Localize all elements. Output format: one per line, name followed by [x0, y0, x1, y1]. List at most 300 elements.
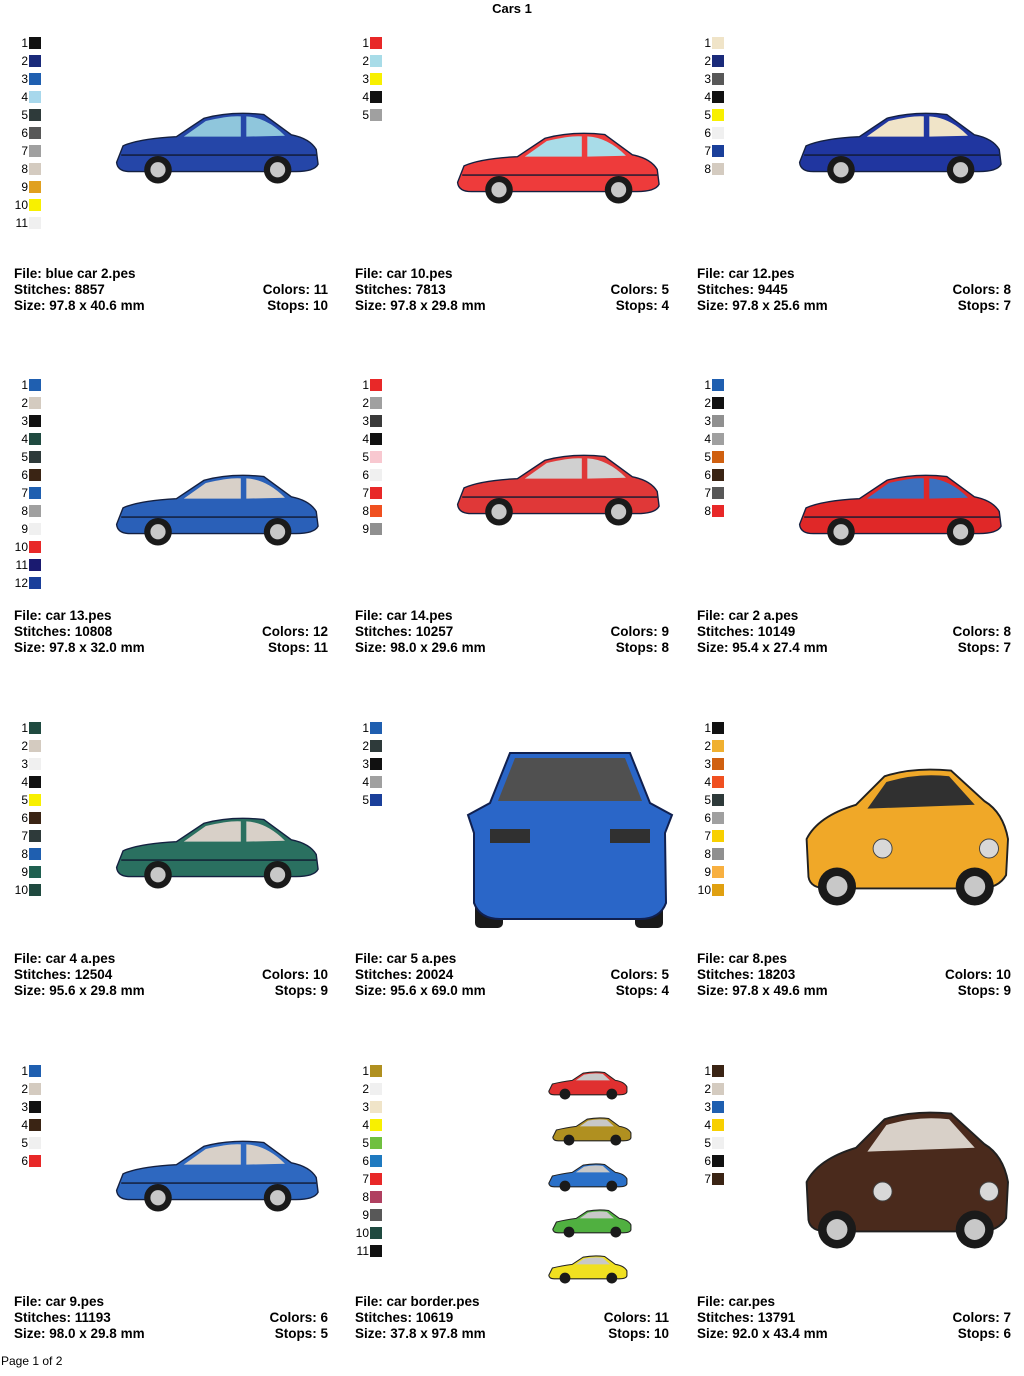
- car-embroidery-preview: [104, 713, 334, 943]
- stitch-count: Stitches: 8857: [14, 282, 105, 297]
- color-swatch-number: 5: [704, 793, 711, 807]
- car-image: [787, 1056, 1017, 1286]
- design-size: Size: 92.0 x 43.4 mm: [697, 1326, 828, 1341]
- info-line: [14, 298, 328, 314]
- info-line: [355, 983, 669, 999]
- color-swatch: [712, 866, 724, 878]
- color-swatch-number: 3: [362, 757, 369, 771]
- color-swatch-row: [355, 1134, 382, 1152]
- car-embroidery-preview: [787, 28, 1017, 258]
- color-swatch: [29, 1065, 41, 1077]
- color-swatch: [29, 812, 41, 824]
- color-swatch-number: 11: [15, 558, 28, 572]
- stop-count: Stops: 9: [274, 983, 328, 998]
- car-image: [445, 1056, 675, 1286]
- color-swatch-row: [355, 484, 382, 502]
- color-swatch-row: [14, 719, 41, 737]
- color-swatch-row: [14, 1062, 41, 1080]
- color-swatch: [29, 577, 41, 589]
- wheel-icon: [606, 1273, 617, 1284]
- color-swatch-row: [697, 502, 724, 520]
- info-line: [697, 1310, 1011, 1326]
- hubcap: [491, 504, 506, 519]
- car-body-group: [807, 1113, 1008, 1249]
- color-swatch: [29, 884, 41, 896]
- color-count: Colors: 10: [261, 967, 328, 982]
- color-swatch-number: 6: [21, 1154, 28, 1168]
- color-swatch-row: [697, 845, 724, 863]
- file-name: File: blue car 2.pes: [14, 266, 136, 281]
- color-swatch-row: [14, 1152, 41, 1170]
- color-swatch-row: [355, 430, 382, 448]
- wheel-icon: [610, 1135, 621, 1146]
- stop-count: Stops: 11: [267, 640, 328, 655]
- color-swatch-number: 1: [362, 36, 369, 50]
- design-size: Size: 95.6 x 69.0 mm: [355, 983, 486, 998]
- color-swatch-row: [14, 196, 41, 214]
- color-swatch-row: [14, 430, 41, 448]
- design-card: [14, 1036, 330, 1376]
- color-swatch-number: 10: [697, 883, 711, 897]
- hubcap: [270, 867, 285, 882]
- design-size: Size: 37.8 x 97.8 mm: [355, 1326, 486, 1341]
- color-swatch: [29, 848, 41, 860]
- car-embroidery-preview: [445, 370, 675, 600]
- design-info: [355, 266, 669, 314]
- color-swatch-row: [14, 70, 41, 88]
- color-swatch: [712, 830, 724, 842]
- color-swatch-row: [355, 1242, 382, 1260]
- color-swatch-number: 5: [704, 1136, 711, 1150]
- color-swatch-list: [697, 719, 724, 899]
- color-swatch-row: [355, 755, 382, 773]
- color-swatch-row: [14, 160, 41, 178]
- mini-car: [549, 1072, 627, 1100]
- color-swatch: [29, 145, 41, 157]
- file-name: File: car border.pes: [355, 1294, 480, 1309]
- color-swatch: [29, 415, 41, 427]
- info-line: [697, 967, 1011, 983]
- color-swatch-number: 1: [704, 1064, 711, 1078]
- car-rear-window: [498, 758, 642, 801]
- color-swatch: [29, 91, 41, 103]
- color-swatch-list: [14, 1062, 41, 1170]
- color-swatch: [370, 1227, 382, 1239]
- color-swatch: [29, 199, 41, 211]
- color-swatch-number: 2: [362, 1082, 369, 1096]
- color-swatch-number: 2: [21, 396, 28, 410]
- design-card: [355, 350, 671, 690]
- car-image: [104, 28, 334, 258]
- color-swatch-number: 1: [362, 378, 369, 392]
- color-swatch-row: [697, 448, 724, 466]
- color-swatch-row: [697, 34, 724, 52]
- color-swatch: [712, 487, 724, 499]
- color-swatch-number: 7: [21, 829, 28, 843]
- hubcap: [833, 162, 848, 177]
- color-swatch: [712, 1173, 724, 1185]
- color-swatch: [712, 55, 724, 67]
- mini-car: [549, 1164, 627, 1192]
- color-swatch-row: [355, 376, 382, 394]
- color-swatch-row: [14, 809, 41, 827]
- info-line: [697, 1294, 1011, 1310]
- color-swatch: [29, 433, 41, 445]
- color-swatch-row: [697, 881, 724, 899]
- wheel-icon: [606, 1089, 617, 1100]
- color-swatch: [712, 469, 724, 481]
- color-swatch: [29, 776, 41, 788]
- color-swatch-row: [355, 52, 382, 70]
- color-swatch: [29, 830, 41, 842]
- info-line: [14, 1294, 328, 1310]
- color-swatch-number: 3: [21, 72, 28, 86]
- info-line: [697, 983, 1011, 999]
- hubcap: [833, 524, 848, 539]
- color-swatch: [29, 758, 41, 770]
- color-swatch-number: 4: [704, 90, 711, 104]
- car-body-group: [117, 1141, 318, 1211]
- color-swatch-row: [14, 538, 41, 556]
- hubcap: [270, 524, 285, 539]
- headlight-icon: [873, 839, 892, 858]
- color-swatch-row: [697, 142, 724, 160]
- color-swatch-number: 8: [21, 847, 28, 861]
- headlight-icon: [980, 839, 999, 858]
- color-swatch-row: [697, 160, 724, 178]
- design-card: [697, 350, 1013, 690]
- color-swatch-row: [697, 430, 724, 448]
- color-swatch: [712, 740, 724, 752]
- color-swatch-row: [697, 106, 724, 124]
- color-swatch-row: [697, 394, 724, 412]
- hubcap: [827, 876, 848, 897]
- color-count: Colors: 10: [944, 967, 1011, 982]
- color-swatch: [29, 109, 41, 121]
- wheel-icon: [560, 1089, 571, 1100]
- mini-car: [549, 1256, 627, 1284]
- color-swatch-number: 4: [21, 432, 28, 446]
- file-name: File: car 10.pes: [355, 266, 453, 281]
- stitch-count: Stitches: 10149: [697, 624, 796, 639]
- car-embroidery-preview: [104, 370, 334, 600]
- color-swatch: [370, 740, 382, 752]
- color-swatch: [370, 1137, 382, 1149]
- color-swatch-list: [355, 1062, 382, 1260]
- color-swatch-number: 8: [704, 847, 711, 861]
- color-swatch-row: [14, 34, 41, 52]
- color-swatch-number: 10: [14, 198, 28, 212]
- stop-count: Stops: 8: [615, 640, 669, 655]
- color-swatch: [370, 1209, 382, 1221]
- color-swatch-row: [697, 863, 724, 881]
- color-swatch-number: 2: [704, 739, 711, 753]
- color-swatch: [370, 415, 382, 427]
- color-swatch-list: [355, 34, 382, 124]
- color-swatch-number: 1: [704, 36, 711, 50]
- color-swatch: [29, 1083, 41, 1095]
- color-swatch-number: 4: [704, 432, 711, 446]
- color-swatch-row: [355, 1206, 382, 1224]
- car-body-group: [807, 770, 1008, 906]
- color-swatch: [370, 1119, 382, 1131]
- color-swatch-row: [14, 574, 41, 592]
- design-size: Size: 97.8 x 29.8 mm: [355, 298, 486, 313]
- color-swatch-row: [14, 556, 41, 574]
- color-swatch-row: [697, 1098, 724, 1116]
- design-card: [355, 1036, 671, 1376]
- info-line: [697, 640, 1011, 656]
- color-swatch: [712, 722, 724, 734]
- page-title: Cars 1: [492, 1, 532, 16]
- color-swatch-number: 3: [21, 1100, 28, 1114]
- color-swatch-row: [355, 1116, 382, 1134]
- car-embroidery-preview: [787, 370, 1017, 600]
- stitch-count: Stitches: 12504: [14, 967, 113, 982]
- color-swatch: [712, 397, 724, 409]
- color-swatch-number: 3: [362, 414, 369, 428]
- mini-car: [553, 1118, 631, 1146]
- color-swatch: [370, 1155, 382, 1167]
- color-swatch-row: [355, 106, 382, 124]
- color-swatch-row: [14, 124, 41, 142]
- stop-count: Stops: 5: [274, 1326, 328, 1341]
- color-swatch: [29, 217, 41, 229]
- color-swatch-row: [14, 106, 41, 124]
- design-size: Size: 95.6 x 29.8 mm: [14, 983, 145, 998]
- color-swatch: [712, 163, 724, 175]
- color-count: Colors: 11: [603, 1310, 669, 1325]
- design-card: [697, 8, 1013, 348]
- info-line: [355, 1326, 669, 1342]
- color-swatch: [370, 794, 382, 806]
- file-name: File: car 5 a.pes: [355, 951, 457, 966]
- color-swatch: [712, 451, 724, 463]
- color-swatch-row: [14, 52, 41, 70]
- headlight-icon: [980, 1182, 999, 1201]
- color-swatch-number: 2: [704, 396, 711, 410]
- info-line: [14, 983, 328, 999]
- design-info: [14, 951, 328, 999]
- color-swatch-row: [697, 412, 724, 430]
- design-info: [697, 951, 1011, 999]
- color-swatch-row: [14, 845, 41, 863]
- color-swatch-row: [355, 1080, 382, 1098]
- color-swatch: [29, 1137, 41, 1149]
- color-swatch-list: [697, 376, 724, 520]
- color-swatch-number: 6: [704, 811, 711, 825]
- color-swatch-number: 2: [362, 739, 369, 753]
- hubcap: [270, 1190, 285, 1205]
- info-line: [355, 951, 669, 967]
- color-swatch-row: [355, 394, 382, 412]
- color-swatch-number: 2: [21, 1082, 28, 1096]
- file-name: File: car 13.pes: [14, 608, 112, 623]
- color-swatch-number: 6: [21, 468, 28, 482]
- color-swatch-row: [697, 484, 724, 502]
- color-count: Colors: 5: [610, 282, 669, 297]
- car-embroidery-preview: [104, 1056, 334, 1286]
- design-info: [14, 266, 328, 314]
- color-swatch: [712, 73, 724, 85]
- info-line: [355, 1310, 669, 1326]
- file-name: File: car 14.pes: [355, 608, 453, 623]
- color-swatch-number: 3: [704, 757, 711, 771]
- color-swatch-row: [697, 773, 724, 791]
- color-swatch: [712, 776, 724, 788]
- color-swatch-number: 10: [14, 540, 28, 554]
- color-swatch-row: [14, 214, 41, 232]
- wheel-icon: [606, 1181, 617, 1192]
- color-swatch-row: [14, 1080, 41, 1098]
- color-swatch: [370, 1101, 382, 1113]
- color-swatch-number: 8: [362, 1190, 369, 1204]
- info-line: [697, 266, 1011, 282]
- color-swatch-row: [697, 719, 724, 737]
- info-line: [355, 282, 669, 298]
- stitch-count: Stitches: 10619: [355, 1310, 454, 1325]
- color-swatch-row: [697, 70, 724, 88]
- info-line: [697, 282, 1011, 298]
- stop-count: Stops: 7: [957, 640, 1011, 655]
- color-swatch-row: [355, 1062, 382, 1080]
- color-swatch-number: 7: [362, 486, 369, 500]
- color-swatch-number: 8: [704, 504, 711, 518]
- design-card: [14, 693, 330, 1033]
- color-swatch-number: 7: [21, 144, 28, 158]
- color-swatch-row: [355, 719, 382, 737]
- stitch-count: Stitches: 11193: [14, 1310, 111, 1325]
- color-swatch-number: 4: [21, 1118, 28, 1132]
- color-swatch-number: 3: [362, 1100, 369, 1114]
- color-swatch: [29, 505, 41, 517]
- hubcap: [611, 182, 626, 197]
- info-line: [14, 1326, 328, 1342]
- info-line: [14, 951, 328, 967]
- color-swatch-row: [697, 1116, 724, 1134]
- color-swatch-number: 4: [362, 432, 369, 446]
- color-swatch: [370, 505, 382, 517]
- color-swatch: [712, 1065, 724, 1077]
- info-line: [355, 298, 669, 314]
- color-swatch-number: 6: [21, 126, 28, 140]
- color-swatch: [29, 181, 41, 193]
- color-swatch-row: [697, 376, 724, 394]
- car-body-group: [468, 753, 672, 928]
- color-swatch-row: [355, 737, 382, 755]
- color-swatch-row: [697, 1134, 724, 1152]
- color-swatch-row: [355, 1098, 382, 1116]
- design-card: [355, 693, 671, 1033]
- car-body-group: [458, 455, 659, 525]
- color-swatch-number: 5: [21, 108, 28, 122]
- color-swatch-row: [14, 520, 41, 538]
- design-info: [697, 608, 1011, 656]
- stop-count: Stops: 6: [957, 1326, 1011, 1341]
- color-swatch-number: 8: [21, 162, 28, 176]
- color-swatch: [712, 884, 724, 896]
- file-name: File: car 4 a.pes: [14, 951, 116, 966]
- color-swatch-row: [697, 88, 724, 106]
- hubcap: [964, 1219, 985, 1240]
- color-swatch-number: 2: [704, 1082, 711, 1096]
- color-swatch-list: [355, 719, 382, 809]
- color-swatch-row: [697, 124, 724, 142]
- info-line: [355, 624, 669, 640]
- color-swatch: [29, 487, 41, 499]
- stop-count: Stops: 9: [957, 983, 1011, 998]
- design-info: [697, 1294, 1011, 1342]
- wheel-icon: [560, 1181, 571, 1192]
- color-swatch-number: 7: [704, 829, 711, 843]
- design-size: Size: 95.4 x 27.4 mm: [697, 640, 828, 655]
- color-swatch: [712, 145, 724, 157]
- color-swatch: [712, 848, 724, 860]
- color-swatch-number: 5: [362, 793, 369, 807]
- color-swatch-number: 1: [362, 721, 369, 735]
- color-swatch-row: [355, 1224, 382, 1242]
- color-swatch-number: 8: [704, 162, 711, 176]
- info-line: [697, 951, 1011, 967]
- info-line: [14, 967, 328, 983]
- color-swatch-row: [355, 70, 382, 88]
- design-info: [14, 608, 328, 656]
- color-swatch: [29, 722, 41, 734]
- car-image: [787, 370, 1017, 600]
- color-count: Colors: 9: [610, 624, 669, 639]
- design-card: [697, 693, 1013, 1033]
- color-swatch-number: 2: [21, 739, 28, 753]
- hubcap: [611, 504, 626, 519]
- color-swatch-number: 3: [704, 1100, 711, 1114]
- hubcap: [953, 524, 968, 539]
- car-image: [104, 1056, 334, 1286]
- info-line: [355, 1294, 669, 1310]
- color-swatch-row: [14, 376, 41, 394]
- car-image: [104, 370, 334, 600]
- color-swatch-number: 8: [362, 504, 369, 518]
- color-swatch: [29, 55, 41, 67]
- color-swatch-number: 11: [15, 216, 28, 230]
- color-swatch-row: [14, 412, 41, 430]
- page-footer: Page 1 of 2: [1, 1354, 63, 1368]
- color-swatch: [712, 1119, 724, 1131]
- car-image: [445, 370, 675, 600]
- color-swatch: [370, 433, 382, 445]
- color-swatch: [712, 433, 724, 445]
- color-swatch: [29, 397, 41, 409]
- color-swatch-number: 5: [362, 1136, 369, 1150]
- color-swatch-row: [697, 791, 724, 809]
- color-swatch: [370, 37, 382, 49]
- color-swatch-number: 1: [704, 378, 711, 392]
- color-swatch-row: [697, 1152, 724, 1170]
- color-swatch-number: 5: [362, 450, 369, 464]
- hubcap: [150, 162, 165, 177]
- color-swatch-number: 4: [362, 775, 369, 789]
- color-swatch-number: 4: [362, 1118, 369, 1132]
- color-swatch: [29, 1101, 41, 1113]
- color-swatch-row: [697, 466, 724, 484]
- color-swatch-row: [697, 52, 724, 70]
- color-swatch-number: 7: [362, 1172, 369, 1186]
- color-swatch-number: 2: [21, 54, 28, 68]
- hubcap: [270, 162, 285, 177]
- car-body-group: [800, 113, 1001, 183]
- color-swatch-number: 7: [704, 144, 711, 158]
- color-swatch: [29, 1155, 41, 1167]
- design-info: [355, 951, 669, 999]
